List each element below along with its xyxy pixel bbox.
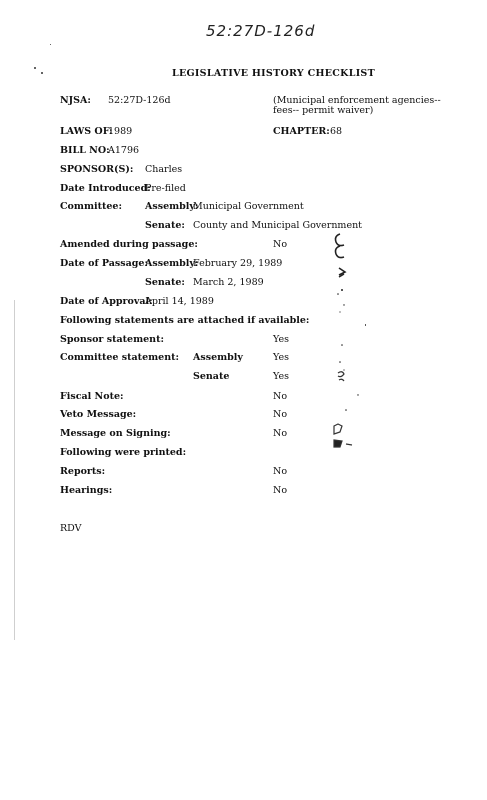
handwritten-number: 52:27D-126d — [206, 22, 316, 40]
laws-of-label: LAWS OF: — [60, 126, 113, 137]
fiscal-note-label: Fiscal Note: — [60, 391, 124, 402]
committee-label: Committee: — [60, 201, 122, 212]
page-title: LEGISLATIVE HISTORY CHECKLIST — [172, 68, 375, 79]
following-attached-heading: Following statements are attached if available: — [60, 315, 310, 326]
committee-statement-assembly-label: Assembly — [193, 352, 243, 363]
following-printed-heading: Following were printed: — [60, 447, 187, 458]
passage-senate-label: Senate: — [145, 277, 185, 288]
njsa-value: 52:27D-126d — [108, 95, 171, 106]
passage-label: Date of Passage: — [60, 258, 148, 269]
amended-label: Amended during passage: — [60, 239, 198, 250]
date-introduced-value: Pre-filed — [145, 183, 186, 194]
veto-message-value: No — [273, 409, 288, 420]
veto-message-label: Veto Message: — [60, 409, 137, 420]
page-edge-line — [14, 300, 15, 640]
njsa-description-line1: (Municipal enforcement agencies-- — [273, 95, 441, 106]
approval-value: April 14, 1989 — [145, 296, 214, 307]
fiscal-note-value: No — [273, 391, 288, 402]
bill-no-label: BILL NO: — [60, 145, 110, 156]
committee-senate-value: County and Municipal Government — [193, 220, 363, 231]
bill-no-value: A1796 — [108, 145, 140, 156]
hearings-label: Hearings: — [60, 485, 113, 496]
reports-value: No — [273, 466, 288, 477]
committee-statement-senate-label: Senate — [193, 371, 230, 382]
amended-value: No — [273, 239, 288, 250]
chapter-value: 68 — [330, 126, 343, 137]
njsa-label: NJSA: — [60, 95, 91, 106]
sponsor-statement-value: Yes — [273, 334, 289, 345]
sponsors-label: SPONSOR(S): — [60, 164, 134, 175]
passage-senate-value: March 2, 1989 — [193, 277, 264, 288]
passage-assembly-value: February 29, 1989 — [193, 258, 283, 269]
sponsors-value: Charles — [145, 164, 183, 175]
committee-assembly-label: Assembly: — [145, 201, 199, 212]
hearings-value: No — [273, 485, 288, 496]
initials: RDV — [60, 523, 82, 534]
message-signing-value: No — [273, 428, 288, 439]
njsa-description-line2: fees-- permit waiver) — [273, 105, 374, 116]
committee-assembly-value: Municipal Government — [193, 201, 304, 212]
library-stamp-mark — [326, 230, 366, 460]
message-signing-label: Message on Signing: — [60, 428, 171, 439]
scan-speck — [41, 72, 43, 74]
approval-label: Date of Approval: — [60, 296, 153, 307]
scan-speck — [50, 44, 51, 45]
reports-label: Reports: — [60, 466, 106, 477]
committee-statement-senate-value: Yes — [273, 371, 289, 382]
date-introduced-label: Date Introduced: — [60, 183, 151, 194]
committee-statement-assembly-value: Yes — [273, 352, 289, 363]
committee-statement-label: Committee statement: — [60, 352, 180, 363]
scan-speck — [34, 67, 36, 69]
sponsor-statement-label: Sponsor statement: — [60, 334, 164, 345]
laws-of-value: 1989 — [108, 126, 133, 137]
committee-senate-label: Senate: — [145, 220, 185, 231]
chapter-label: CHAPTER: — [273, 126, 330, 137]
passage-assembly-label: Assembly: — [145, 258, 199, 269]
